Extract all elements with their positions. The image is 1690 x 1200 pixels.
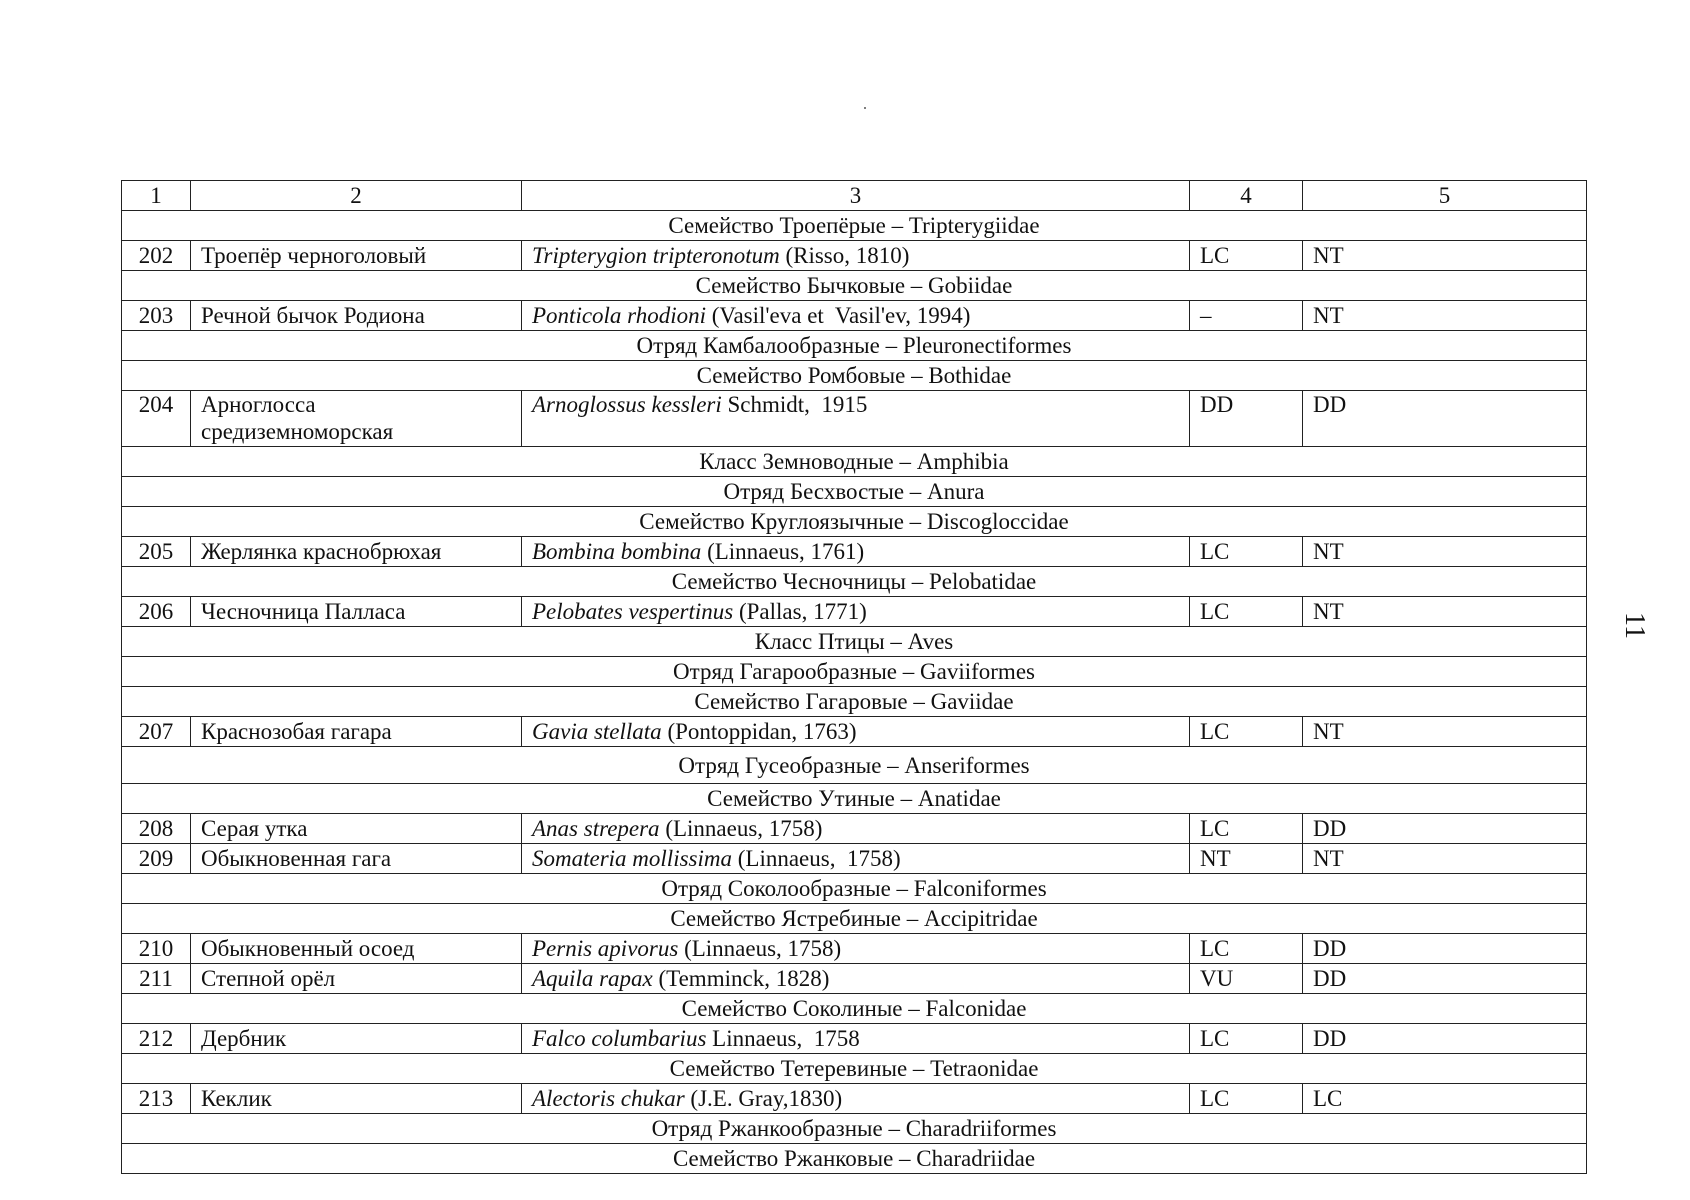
- status-col-5: DD: [1303, 1024, 1587, 1054]
- species-row: [122, 717, 1587, 747]
- row-number: 211: [122, 964, 191, 994]
- status-col-5: NT: [1303, 241, 1587, 271]
- section-row: [122, 1144, 1587, 1174]
- page-number: 11: [1619, 612, 1650, 639]
- status-col-4: LC: [1190, 241, 1303, 271]
- latin-name: Pernis apivorus: [532, 936, 679, 961]
- scientific-name: [522, 537, 1190, 567]
- status-col-4: NT: [1190, 844, 1303, 874]
- section-row: [122, 507, 1587, 537]
- author-citation: (Pontoppidan, 1763): [661, 719, 857, 744]
- scientific-name: [522, 934, 1190, 964]
- author-citation: (Linnaeus, 1758): [678, 936, 842, 961]
- species-row: [122, 1024, 1587, 1054]
- author-citation: (J.E. Gray,1830): [684, 1086, 843, 1111]
- species-row: [122, 241, 1587, 271]
- latin-name: Ponticola rhodioni: [532, 303, 706, 328]
- status-col-4: LC: [1190, 814, 1303, 844]
- row-number: 209: [122, 844, 191, 874]
- section-row: [122, 447, 1587, 477]
- species-row: [122, 964, 1587, 994]
- latin-name: Alectoris chukar: [532, 1086, 685, 1111]
- section-title: Класс Птицы – Aves: [122, 627, 1587, 657]
- section-title: Семейство Ястребиные – Accipitridae: [122, 904, 1587, 934]
- header-cell-5: 5: [1303, 181, 1587, 211]
- section-title: Семейство Троепёрые – Tripterygiidae: [122, 211, 1587, 241]
- section-title: Семейство Соколиные – Falconidae: [122, 994, 1587, 1024]
- status-col-5: NT: [1303, 844, 1587, 874]
- header-cell-2: 2: [191, 181, 522, 211]
- status-col-4: DD: [1190, 391, 1303, 447]
- status-col-4: LC: [1190, 537, 1303, 567]
- row-number: 203: [122, 301, 191, 331]
- row-number: 213: [122, 1084, 191, 1114]
- author-citation: (Linnaeus, 1758): [659, 816, 823, 841]
- row-number: 210: [122, 934, 191, 964]
- section-title: Семейство Гагаровые – Gaviidae: [122, 687, 1587, 717]
- row-number: 202: [122, 241, 191, 271]
- scientific-name: [522, 814, 1190, 844]
- section-title: Семейство Тетеревиные – Tetraonidae: [122, 1054, 1587, 1084]
- scientific-name: [522, 301, 1190, 331]
- common-name: Чесночница Палласа: [191, 597, 522, 627]
- section-row: [122, 1114, 1587, 1144]
- row-number: 205: [122, 537, 191, 567]
- section-title: Семейство Ржанковые – Charadriidae: [122, 1144, 1587, 1174]
- species-row: [122, 597, 1587, 627]
- section-row: [122, 331, 1587, 361]
- author-citation: (Pallas, 1771): [733, 599, 867, 624]
- status-col-4: LC: [1190, 717, 1303, 747]
- section-row: [122, 994, 1587, 1024]
- common-name: Степной орёл: [191, 964, 522, 994]
- species-row: [122, 814, 1587, 844]
- common-name: Кеклик: [191, 1084, 522, 1114]
- species-row: [122, 391, 1587, 447]
- latin-name: Anas strepera: [532, 816, 660, 841]
- section-title: Семейство Чесночницы – Pelobatidae: [122, 567, 1587, 597]
- header-cell-3: 3: [522, 181, 1190, 211]
- header-cell-4: 4: [1190, 181, 1303, 211]
- author-citation: (Linnaeus, 1758): [731, 846, 901, 871]
- common-name: Дербник: [191, 1024, 522, 1054]
- author-citation: (Vasil'eva et Vasil'ev, 1994): [706, 303, 971, 328]
- latin-name: Aquila rapax: [532, 966, 653, 991]
- species-row: [122, 934, 1587, 964]
- latin-name: Tripterygion tripteronotum: [532, 243, 780, 268]
- section-row: [122, 211, 1587, 241]
- scientific-name: [522, 1024, 1190, 1054]
- species-row: [122, 1084, 1587, 1114]
- section-row: [122, 477, 1587, 507]
- section-row: [122, 567, 1587, 597]
- species-row: [122, 301, 1587, 331]
- status-col-5: DD: [1303, 934, 1587, 964]
- section-title: Семейство Ромбовые – Bothidae: [122, 361, 1587, 391]
- species-table: [121, 180, 1587, 1174]
- author-citation: Schmidt, 1915: [721, 392, 868, 417]
- status-col-4: LC: [1190, 1024, 1303, 1054]
- section-row: [122, 657, 1587, 687]
- header-row: [122, 181, 1587, 211]
- status-col-5: DD: [1303, 814, 1587, 844]
- section-title: Отряд Гусеобразные – Anseriformes: [122, 747, 1587, 784]
- status-col-5: NT: [1303, 301, 1587, 331]
- scientific-name: [522, 1084, 1190, 1114]
- section-title: Отряд Камбалообразные – Pleuronectiformes: [122, 331, 1587, 361]
- status-col-5: LC: [1303, 1084, 1587, 1114]
- section-title: Отряд Бесхвостые – Anura: [122, 477, 1587, 507]
- status-col-5: DD: [1303, 964, 1587, 994]
- common-name: Серая утка: [191, 814, 522, 844]
- section-row: [122, 784, 1587, 814]
- row-number: 208: [122, 814, 191, 844]
- species-row: [122, 844, 1587, 874]
- author-citation: (Linnaeus, 1761): [701, 539, 865, 564]
- section-row: [122, 1054, 1587, 1084]
- species-row: [122, 537, 1587, 567]
- author-citation: Linnaeus, 1758: [706, 1026, 860, 1051]
- status-col-4: VU: [1190, 964, 1303, 994]
- section-row: [122, 874, 1587, 904]
- common-name: Краснозобая гагара: [191, 717, 522, 747]
- section-title: Семейство Бычковые – Gobiidae: [122, 271, 1587, 301]
- row-number: 207: [122, 717, 191, 747]
- status-col-4: LC: [1190, 934, 1303, 964]
- section-row: [122, 361, 1587, 391]
- common-name: Обыкновенный осоед: [191, 934, 522, 964]
- scan-dot: [864, 107, 866, 109]
- status-col-5: DD: [1303, 391, 1587, 447]
- latin-name: Bombina bombina: [532, 539, 702, 564]
- section-title: Отряд Соколообразные – Falconiformes: [122, 874, 1587, 904]
- header-cell-1: 1: [122, 181, 191, 211]
- common-name: Жерлянка краснобрюхая: [191, 537, 522, 567]
- status-col-4: –: [1190, 301, 1303, 331]
- section-row: [122, 627, 1587, 657]
- section-row: [122, 687, 1587, 717]
- scientific-name: [522, 391, 1190, 447]
- section-row: [122, 271, 1587, 301]
- scientific-name: [522, 241, 1190, 271]
- row-number: 206: [122, 597, 191, 627]
- scientific-name: [522, 597, 1190, 627]
- row-number: 212: [122, 1024, 191, 1054]
- status-col-5: NT: [1303, 717, 1587, 747]
- common-name: Троепёр черноголовый: [191, 241, 522, 271]
- status-col-5: NT: [1303, 537, 1587, 567]
- latin-name: Pelobates vespertinus: [532, 599, 734, 624]
- common-name: Арноглосса средиземноморская: [191, 391, 522, 447]
- section-title: Отряд Ржанкообразные – Charadriiformes: [122, 1114, 1587, 1144]
- author-citation: (Risso, 1810): [779, 243, 910, 268]
- status-col-5: NT: [1303, 597, 1587, 627]
- latin-name: Falco columbarius: [532, 1026, 707, 1051]
- section-title: Семейство Утиные – Anatidae: [122, 784, 1587, 814]
- section-row: [122, 747, 1587, 784]
- status-col-4: LC: [1190, 597, 1303, 627]
- author-citation: (Temminck, 1828): [652, 966, 830, 991]
- status-col-4: LC: [1190, 1084, 1303, 1114]
- scientific-name: [522, 717, 1190, 747]
- section-title: Семейство Круглоязычные – Discogloccidae: [122, 507, 1587, 537]
- latin-name: Arnoglossus kessleri: [532, 392, 722, 417]
- common-name: Речной бычок Родиона: [191, 301, 522, 331]
- latin-name: Somateria mollissima: [532, 846, 732, 871]
- latin-name: Gavia stellata: [532, 719, 662, 744]
- scientific-name: [522, 964, 1190, 994]
- row-number: 204: [122, 391, 191, 447]
- scientific-name: [522, 844, 1190, 874]
- section-title: Отряд Гагарообразные – Gaviiformes: [122, 657, 1587, 687]
- section-title: Класс Земноводные – Amphibia: [122, 447, 1587, 477]
- section-row: [122, 904, 1587, 934]
- common-name: Обыкновенная гага: [191, 844, 522, 874]
